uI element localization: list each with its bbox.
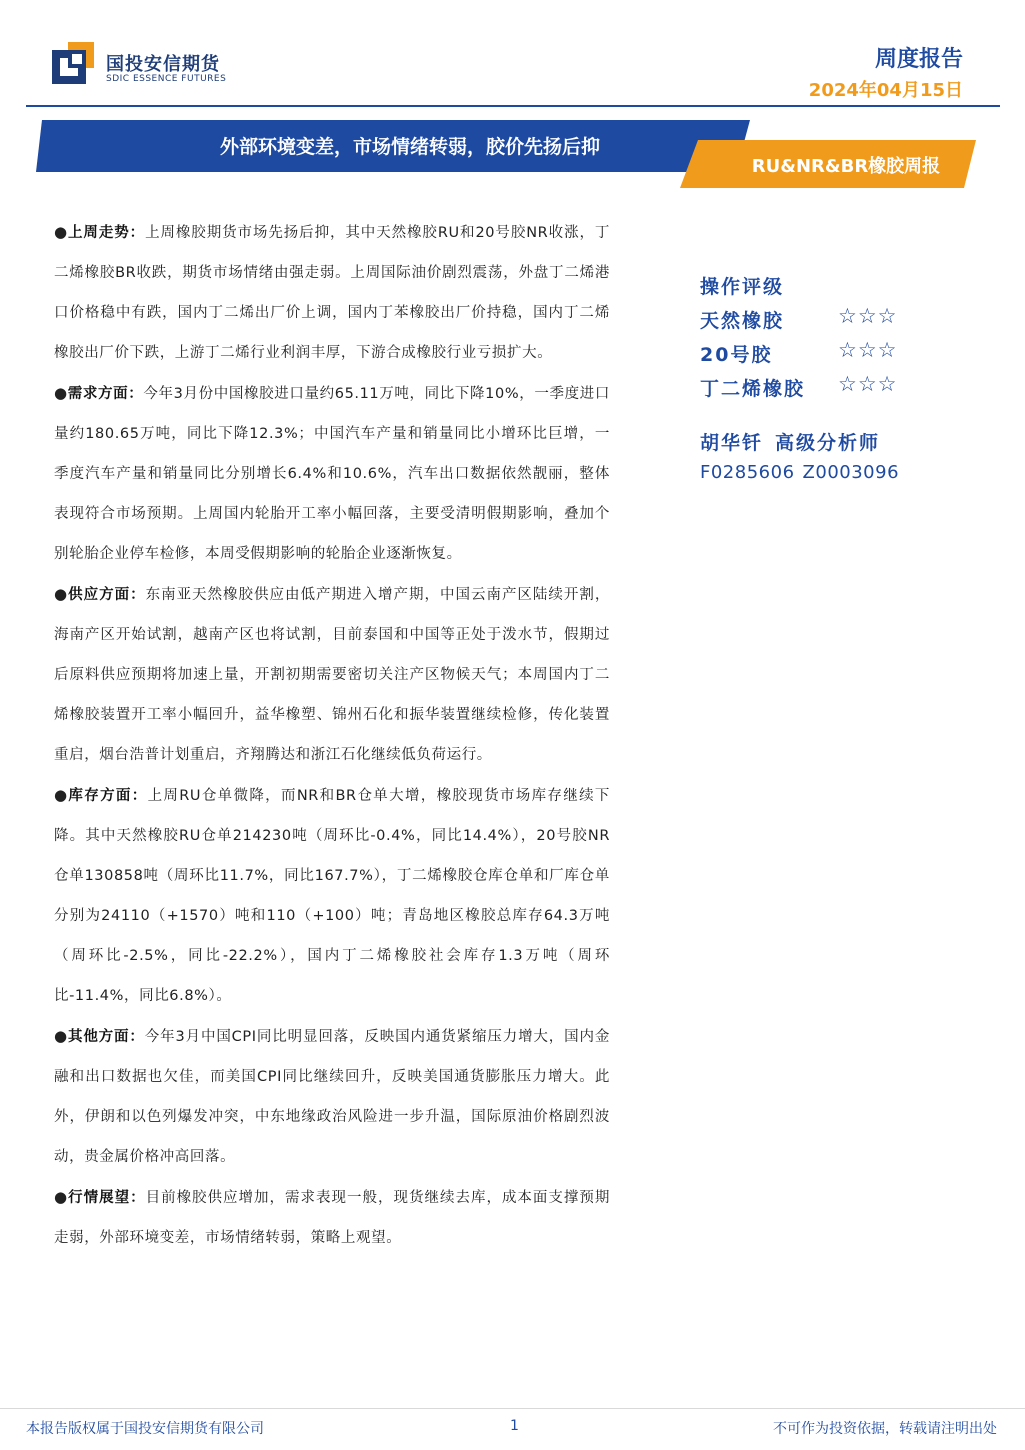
- page-number: 1: [510, 1418, 519, 1434]
- footer-divider: [0, 1408, 1025, 1409]
- analyst-line: [700, 428, 960, 462]
- license-code: F0285606: [700, 462, 795, 483]
- footer-copyright: 本报告版权属于国投安信期货有限公司: [26, 1421, 264, 1437]
- bullet-icon: ●: [54, 786, 69, 804]
- section-lead: 其他方面：: [67, 1029, 145, 1045]
- section-other: [54, 1016, 610, 1177]
- rating-title: 操作评级: [700, 276, 785, 298]
- bullet-icon: ●: [54, 585, 69, 603]
- logo-name-cn: 国投安信期货: [106, 54, 220, 75]
- section-text: 今年3月中国CPI同比明显回落，反映国内通货紧缩压力增大，国内金融和出口数据也欠佳，而美国CPI同比继续回升，反映美国通货膨胀压力增大。此外，伊朗和以色列爆发冲突，中东地缘政治风险进一步升温，国际原油价格剧烈波动，贵金属价格冲高回落。: [54, 1029, 610, 1165]
- star-rating-icon: ☆☆☆: [838, 372, 898, 396]
- star-rating-icon: ☆☆☆: [838, 304, 898, 328]
- company-logo: [52, 42, 232, 92]
- rating-name: 天然橡胶: [700, 310, 785, 332]
- section-lead: 供应方面：: [68, 587, 146, 603]
- rating-row-butadiene-rubber: [700, 374, 960, 408]
- section-supply: [54, 574, 610, 775]
- section-demand: [54, 373, 610, 574]
- report-subtitle: RU&NR&BR橡胶周报: [751, 156, 941, 177]
- analyst-codes: [700, 462, 960, 483]
- section-lead: 需求方面：: [67, 386, 144, 402]
- star-rating-icon: ☆☆☆: [838, 338, 898, 362]
- report-type: 周度报告: [874, 47, 963, 72]
- bullet-icon: ●: [54, 384, 68, 402]
- report-body: [54, 212, 610, 1258]
- bullet-icon: ●: [54, 1188, 69, 1206]
- bullet-icon: ●: [54, 223, 68, 241]
- license-code: Z0003096: [802, 462, 900, 483]
- bullet-icon: ●: [54, 1027, 68, 1045]
- footer-disclaimer: 不可作为投资依据，转载请注明出处: [773, 1421, 997, 1437]
- rating-name: 丁二烯橡胶: [700, 378, 806, 400]
- section-text: 今年3月份中国橡胶进口量约65.11万吨，同比下降10%，一季度进口量约180.65万吨，同比下降12.3%；中国汽车产量和销量同比小增环比巨增，一季度汽车产量和销量同比分别增长6.4%和10.6%，汽车出口数据依然靓丽，整体表现符合市场预期。上周国内轮胎开工率小幅回落，主要受清明假期影响，叠加个别轮胎企业停车检修，本周受假期影响的轮胎企业逐渐恢复。: [54, 386, 610, 562]
- rating-panel: [700, 272, 960, 483]
- section-last-week: [54, 212, 610, 373]
- analyst-name: 胡华钎: [700, 432, 764, 454]
- analyst-title: 高级分析师: [775, 432, 881, 454]
- rating-name: 20号胶: [700, 344, 773, 366]
- section-lead: 行情展望：: [68, 1190, 146, 1206]
- section-outlook: [54, 1177, 610, 1258]
- rating-row-nr20: [700, 340, 960, 374]
- report-title: 外部环境变差，市场情绪转弱，胶价先扬后抑: [219, 136, 600, 158]
- section-text: 上周RU仓单微降，而NR和BR仓单大增，橡胶现货市场库存继续下降。其中天然橡胶RU仓单214230吨（周环比-0.4%，同比14.4%），20号胶NR仓单130858吨（周环比11.7%，同比167.7%），丁二烯橡胶仓库仓单和厂库仓单分别为24110（+1570）吨和110（+100）吨；青岛地区橡胶总库存64.3万吨（周环比-2.5%，同比-22.2%），国内丁二烯橡胶社会库存1.3万吨（周环比-11.4%，同比6.8%）。: [54, 788, 610, 1004]
- report-date: 2024年04月15日: [808, 80, 963, 101]
- logo-name-en: SDIC ESSENCE FUTURES: [106, 74, 227, 84]
- section-inventory: [54, 775, 610, 1016]
- section-text: 目前橡胶供应增加，需求表现一般，现货继续去库，成本面支撑预期走弱，外部环境变差，市场情绪转弱，策略上观望。: [54, 1190, 611, 1246]
- section-text: 东南亚天然橡胶供应由低产期进入增产期，中国云南产区陆续开割，海南产区开始试割，越南产区也将试割，目前泰国和中国等正处于泼水节，假期过后原料供应预期将加速上量，开割初期需要密切关注产区物候天气；本周国内丁二烯橡胶装置开工率小幅回升，益华橡塑、锦州石化和振华装置继续检修，传化装置重启，烟台浩普计划重启，齐翔腾达和浙江石化继续低负荷运行。: [54, 587, 611, 763]
- section-text: 上周橡胶期货市场先扬后抑，其中天然橡胶RU和20号胶NR收涨，丁二烯橡胶BR收跌，期货市场情绪由强走弱。上周国际油价剧烈震荡，外盘丁二烯港口价格稳中有跌，国内丁二烯出厂价上调，国内丁苯橡胶出厂价持稳，国内丁二烯橡胶出厂价下跌，上游丁二烯行业利润丰厚，下游合成橡胶行业亏损扩大。: [54, 225, 610, 361]
- section-lead: 库存方面：: [68, 788, 148, 804]
- logo-mark-icon: [52, 42, 94, 84]
- section-lead: 上周走势：: [68, 225, 146, 241]
- rating-row-natural-rubber: [700, 306, 960, 340]
- header-divider: [26, 105, 1000, 107]
